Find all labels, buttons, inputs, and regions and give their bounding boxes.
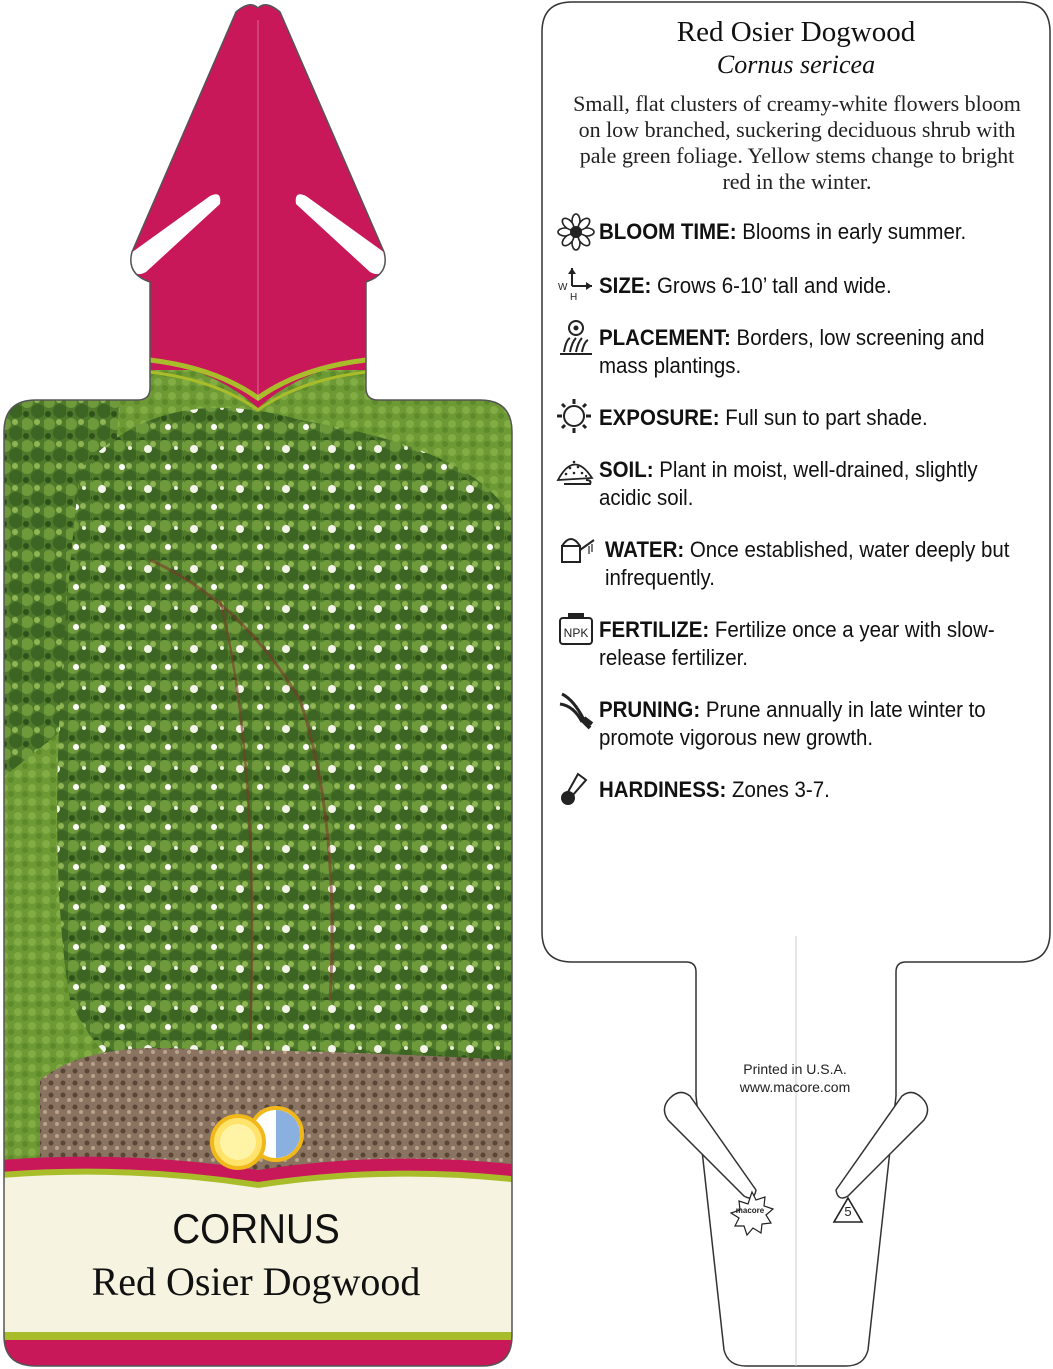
plant-latin-name: Cornus sericea xyxy=(716,50,876,79)
thermometer-icon xyxy=(556,770,596,810)
fertilizer-npk-icon xyxy=(556,610,596,650)
back-tag xyxy=(542,2,1050,1366)
plant-description: Small, flat clusters of creamy-white flowers bloom on low branched, suckering deciduous shrub with pale green foliage. Yellow stems change to bright red in the winter. xyxy=(573,91,1021,194)
recycle-number: 5 xyxy=(844,1204,852,1219)
svg-text:W: W xyxy=(558,282,568,293)
pruning-shears-icon xyxy=(556,690,596,730)
soil-pile-icon xyxy=(556,450,596,490)
website-text: www.macore.com xyxy=(739,1079,851,1095)
flower-icon xyxy=(556,212,596,252)
svg-text:NPK: NPK xyxy=(563,626,589,640)
plant-common-name: Red Osier Dogwood xyxy=(91,1259,421,1304)
watering-can-icon xyxy=(556,530,596,570)
plants-icon xyxy=(556,318,596,358)
plant-title: Red Osier Dogwood xyxy=(676,16,916,48)
size-arrows-icon xyxy=(556,266,596,306)
printed-in: Printed in U.S.A. www.macore.com xyxy=(690,1060,900,1096)
plant-genus: CORNUS xyxy=(172,1205,340,1252)
front-tag xyxy=(0,0,520,1369)
svg-text:H: H xyxy=(570,292,578,303)
sun-icon xyxy=(556,398,596,438)
macore-brand-mark: macore xyxy=(735,1206,765,1215)
